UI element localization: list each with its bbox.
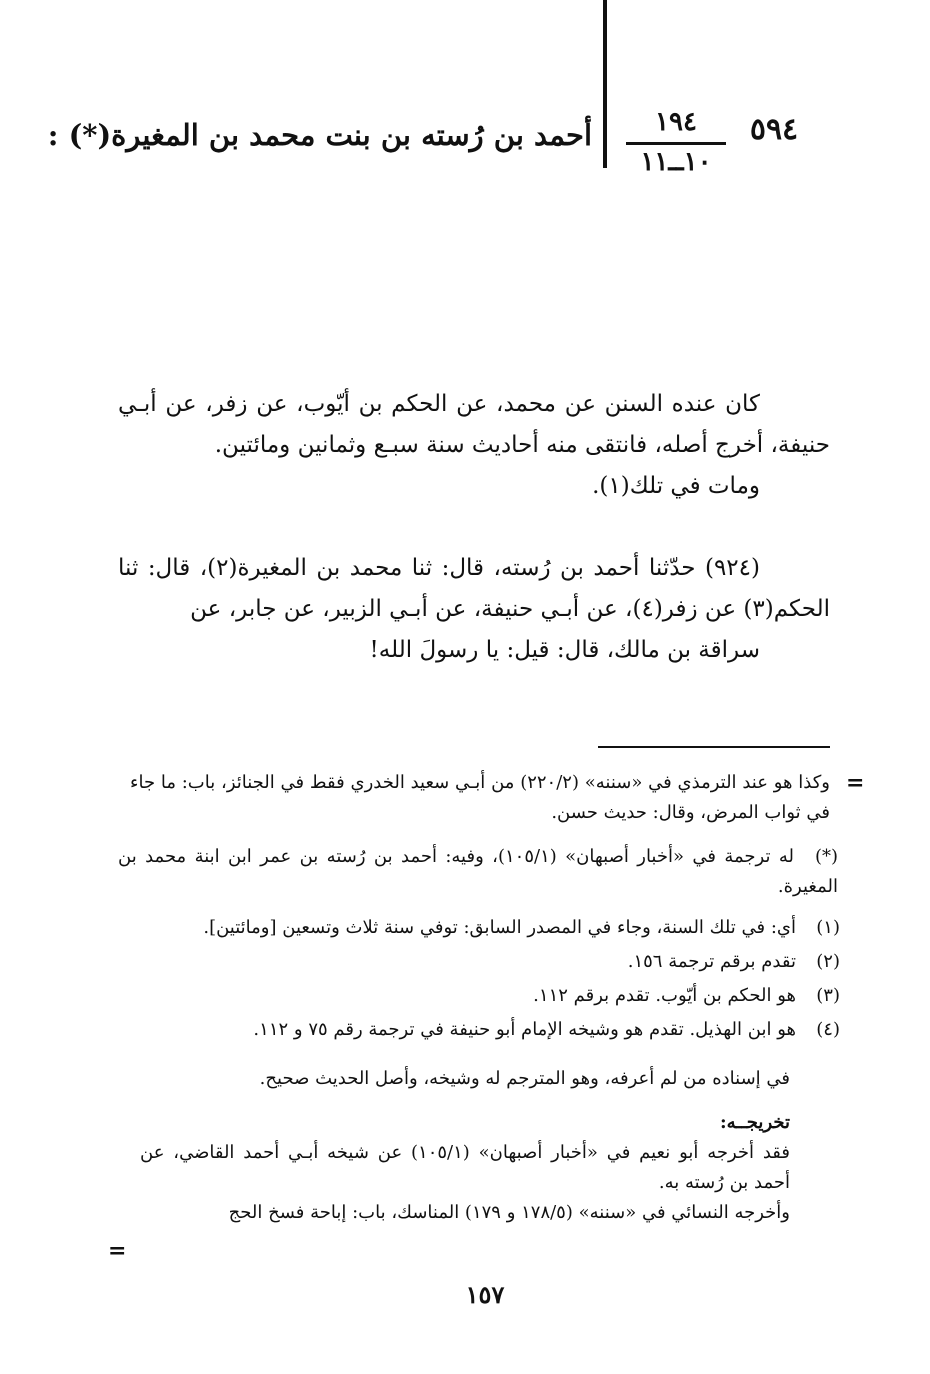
footnote-item [150, 947, 840, 981]
end-continuation-marker: = [108, 1238, 127, 1264]
footnote-mark: (١) [816, 917, 840, 938]
footnote-star-text: له ترجمة في «أخبار أصبهان» (١٠٥/١)، وفيه: أحمد بن رُسته بن عمر ابن ابنة محمد بن المغيرة. [118, 846, 838, 897]
biography-last-line: ومات في تلك(١). [592, 473, 760, 499]
biography-paragraph [118, 384, 830, 507]
footnote-star-mark: (*) [814, 846, 838, 867]
footnote-item [150, 913, 840, 947]
continuation-marker: = [846, 770, 865, 796]
footnote-text: تقدم برقم ترجمة ١٥٦. [627, 951, 796, 972]
hadith-last-line: سراقة بن مالك، قال: قيل: يا رسولَ الله! [369, 637, 760, 663]
footnote-item [150, 981, 840, 1015]
footnote-list [150, 913, 840, 1049]
takhrij-text-1: فقد أخرجه أبو نعيم في «أخبار أصبهان» (١٠٥/١) عن شيخه أبـي أحمد القاضي، عن أحمد بن رُسته به. [140, 1142, 790, 1193]
footnote-text: أي: في تلك السنة، وجاء في المصدر السابق: توفي سنة ثلاث وتسعين [ومائتين]. [203, 917, 796, 938]
footnote-mark: (٤) [816, 1019, 840, 1040]
header-vertical-rule [603, 0, 607, 168]
footnote-item [150, 1015, 840, 1049]
page-number: ١٥٧ [465, 1280, 505, 1309]
footnote-isnad-note: في إسناده من لم أعرفه، وهو المترجم له وشيخه، وأصل الحديث صحيح. [259, 1068, 790, 1089]
entry-sequence-number: ٥٩٤ [749, 112, 799, 147]
fraction-bottom: ١٠ــ١١ [640, 147, 712, 177]
footnote-mark: (٣) [816, 985, 840, 1006]
hadith-paragraph [118, 548, 830, 671]
entry-number-fraction [620, 106, 732, 179]
footnote-continuation: وكذا هو عند الترمذي في «سننه» (٢٢٠/٢) من أبـي سعيد الخدري فقط في الجنائز، باب: ما جاء في ثواب المرض، وقال: حديث حسن. [130, 772, 830, 823]
footnote-mark: (٢) [816, 951, 840, 972]
takhrij-heading: تخريجــه: [719, 1112, 790, 1133]
footnote-separator [598, 746, 830, 748]
entry-title: أحمد بن رُسته بن بنت محمد بن المغيرة(*) : [47, 118, 592, 152]
biography-text: كان عنده السنن عن محمد، عن الحكم بن أيّوب، عن زفر، عن أبـي حنيفة، أخرج أصله، فانتقى منه أحاديث سنة سبـع وثمانين ومائتين. [118, 391, 830, 458]
footnote-text: هو ابن الهذيل. تقدم هو وشيخه الإمام أبو حنيفة في ترجمة رقم ٧٥ و ١١٢. [253, 1019, 796, 1040]
footnote-star [118, 842, 838, 902]
footnote-text: هو الحكم بن أيّوب. تقدم برقم ١١٢. [533, 985, 796, 1006]
hadith-text: (٩٢٤) حدّثنا أحمد بن رُسته، قال: ثنا محمد بن المغيرة(٢)، قال: ثنا الحكم(٣) عن زفر(٤)، عن أبـي حنيفة، عن أبـي الزبير، عن جابر، عن [118, 555, 830, 622]
takhrij-section [140, 1108, 790, 1228]
takhrij-text-2: وأخرجه النسائي في «سننه» (١٧٨/٥ و ١٧٩) المناسك، باب: إباحة فسخ الحج [228, 1202, 790, 1223]
fraction-top: ١٩٤ [655, 107, 697, 137]
